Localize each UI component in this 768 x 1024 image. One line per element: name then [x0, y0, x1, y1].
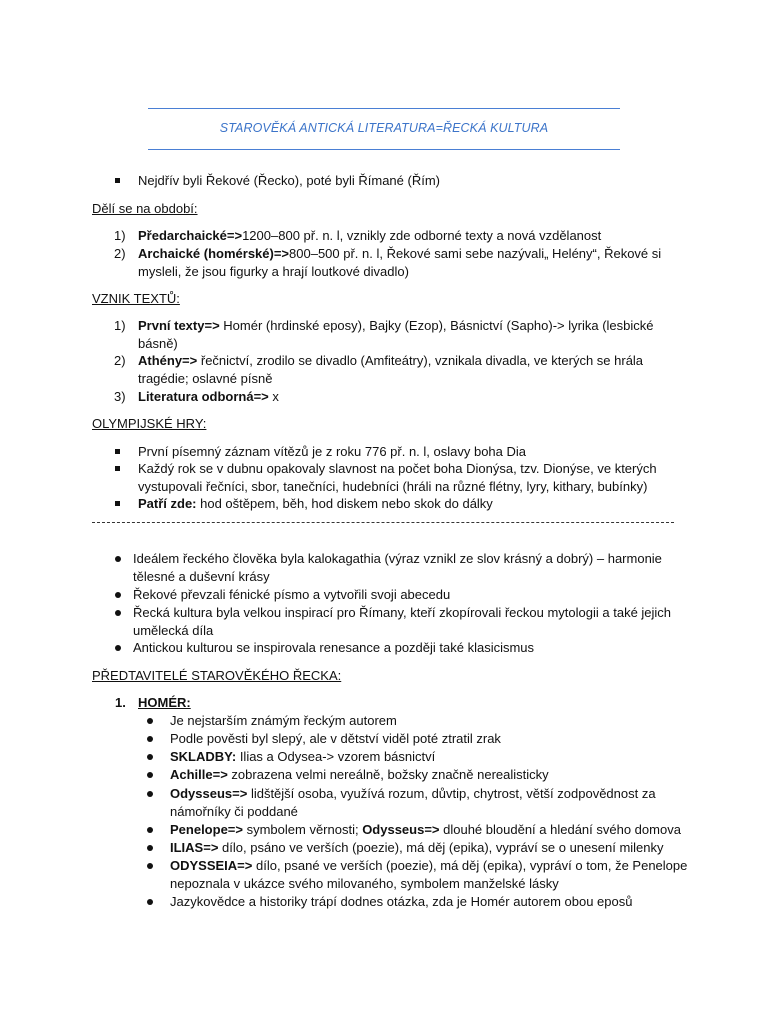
list-item-homer-9: Jazykovědce a historiky trápí dodnes otázka, zda je Homér autorem obou eposů [170, 894, 633, 909]
list-item-text: Ilias a Odysea-> vzorem básnictví [236, 749, 436, 764]
round-bullet-icon [147, 718, 153, 724]
round-bullet-icon [115, 592, 121, 598]
list-item-culture-4: Antickou kulturou se inspirovala renesance a později také klasicismus [133, 640, 535, 655]
list-item-continuation: vystupovali řečníci, sbor, tanečníci, hudebníci (hráli na různé flétny, lyry, kithary, bubínky) [138, 479, 648, 494]
list-item-bold: První texty=> [138, 318, 220, 333]
list-item-bold: ODYSSEIA=> [170, 858, 253, 873]
list-item-culture-2: Řekové převzali fénické písmo a vytvořili svoji abecedu [133, 587, 451, 602]
list-item-continuation: námořníky či poddané [170, 804, 298, 819]
section-heading-periods: Dělí se na období: [92, 201, 198, 216]
round-bullet-icon [115, 556, 121, 562]
square-bullet-icon [115, 449, 120, 454]
list-item-text: dlouhé bloudění a hledání svého domova [439, 822, 681, 837]
list-item-olympics-3 [138, 495, 493, 512]
list-item-continuation: umělecká díla [133, 623, 214, 638]
list-item-text: lidštější osoba, využívá rozum, důvtip, chytrost, větší zodpovědnost za [247, 786, 656, 801]
list-item-continuation: nepoznala v ukázce svého milovaného, symbolem manželské lásky [170, 876, 559, 891]
round-bullet-icon [147, 827, 153, 833]
list-item-text-2 [138, 352, 643, 369]
list-item-text: řečnictví, zrodilo se divadlo (Amfiteátry), vznikala divadla, ve kterých se hrála [197, 353, 644, 368]
list-item-bold: Achille=> [170, 767, 228, 782]
list-item-text: 1200–800 př. n. l, vznikly zde odborné texty a nová vzdělanost [242, 228, 602, 243]
list-item-text: hod oštěpem, běh, hod diskem nebo skok do dálky [196, 496, 493, 511]
list-item-homer-4 [170, 766, 549, 783]
list-item-bold: SKLADBY: [170, 749, 237, 764]
list-number: 3) [114, 389, 126, 404]
list-item-text: Homér (hrdinské eposy), Bajky (Ezop), Básnictví (Sapho)-> lyrika (lesbické [219, 318, 654, 333]
section-heading-texts: VZNIK TEXTŮ: [92, 291, 180, 306]
list-item-homer-3 [170, 748, 435, 765]
list-item-continuation: básně) [138, 336, 178, 351]
square-bullet-icon [115, 178, 120, 183]
list-item-text: dílo, psané ve verších (poezie), má děj (epika), vypráví o tom, že Penelope [252, 858, 688, 873]
subheading-homer: HOMÉR: [138, 695, 191, 710]
list-number: 1. [115, 695, 126, 710]
list-item-bold: Archaické (homérské)=> [138, 246, 290, 261]
list-number: 1) [114, 228, 126, 243]
list-item-bold: Odysseus=> [362, 822, 440, 837]
list-item-olympics-1: První písemný záznam vítězů je z roku 776 př. n. l, oslavy boha Dia [138, 444, 527, 459]
section-heading-representatives: PŘEDTAVITELÉ STAROVĚKÉHO ŘECKA: [92, 668, 342, 683]
list-item-homer-1: Je nejstarším známým řeckým autorem [170, 713, 397, 728]
list-item-bold: Penelope=> [170, 822, 243, 837]
list-number: 2) [114, 246, 126, 261]
list-item-bold: Literatura odborná=> [138, 389, 269, 404]
list-item-olympics-2: Každý rok se v dubnu opakovaly slavnost na počet boha Dionýsa, tzv. Dionýse, ve kterých [138, 461, 657, 476]
list-item-homer-2: Podle pověsti byl slepý, ale v dětství viděl poté ztratil zrak [170, 731, 501, 746]
intro-bullet-text: Nejdřív byli Řekové (Řecko), poté byli Římané (Řím) [138, 173, 440, 188]
list-item-text-3 [138, 388, 279, 405]
list-item-text: zobrazena velmi nereálně, božsky značně nerealisticky [227, 767, 549, 782]
round-bullet-icon [115, 645, 121, 651]
list-item-period-1 [138, 227, 601, 244]
list-item-bold: Athény=> [138, 353, 198, 368]
list-item-homer-8 [170, 857, 687, 874]
list-item-homer-7 [170, 839, 664, 856]
round-bullet-icon [147, 772, 153, 778]
title-rule-top [148, 108, 620, 109]
list-item-culture-1: Ideálem řeckého člověka byla kalokagathia (výraz vznikl ze slov krásný a dobrý) – harmonie [133, 551, 662, 566]
dashed-divider [92, 522, 674, 523]
list-item-text: x [268, 389, 279, 404]
round-bullet-icon [147, 899, 153, 905]
list-item-continuation: mysleli, že jsou figurky a hrají loutkové divadlo) [138, 264, 409, 279]
list-item-text: dílo, psáno ve verších (poezie), má děj (epika), vypráví se o unesení milenky [218, 840, 664, 855]
list-item-text-1 [138, 317, 654, 334]
round-bullet-icon [147, 791, 153, 797]
list-item-homer-6 [170, 821, 681, 838]
square-bullet-icon [115, 501, 120, 506]
round-bullet-icon [147, 845, 153, 851]
section-heading-olympics: OLYMPIJSKÉ HRY: [92, 416, 207, 431]
round-bullet-icon [115, 610, 121, 616]
list-item-continuation: tragédie; oslavné písně [138, 371, 273, 386]
list-item-text: symbolem věrnosti; [242, 822, 363, 837]
round-bullet-icon [147, 754, 153, 760]
list-item-bold: Předarchaické=> [138, 228, 243, 243]
list-item-bold: Odysseus=> [170, 786, 248, 801]
square-bullet-icon [115, 466, 120, 471]
round-bullet-icon [147, 736, 153, 742]
list-item-culture-3: Řecká kultura byla velkou inspirací pro Římany, kteří zkopírovali řeckou mytologii a také jejich [133, 605, 672, 620]
list-item-continuation: tělesné a duševní krásy [133, 569, 270, 584]
list-item-text: 800–500 př. n. l, Řekové sami sebe nazývali„ Helény“, Řekové si [289, 246, 662, 261]
list-item-period-2 [138, 245, 661, 262]
title-rule-bottom [148, 149, 620, 150]
page-title: STAROVĚKÁ ANTICKÁ LITERATURA=ŘECKÁ KULTURA [219, 121, 549, 135]
list-item-bold: ILIAS=> [170, 840, 219, 855]
list-item-homer-5 [170, 785, 656, 802]
round-bullet-icon [147, 863, 153, 869]
list-number: 1) [114, 318, 126, 333]
list-number: 2) [114, 353, 126, 368]
list-item-bold: Patří zde: [138, 496, 197, 511]
